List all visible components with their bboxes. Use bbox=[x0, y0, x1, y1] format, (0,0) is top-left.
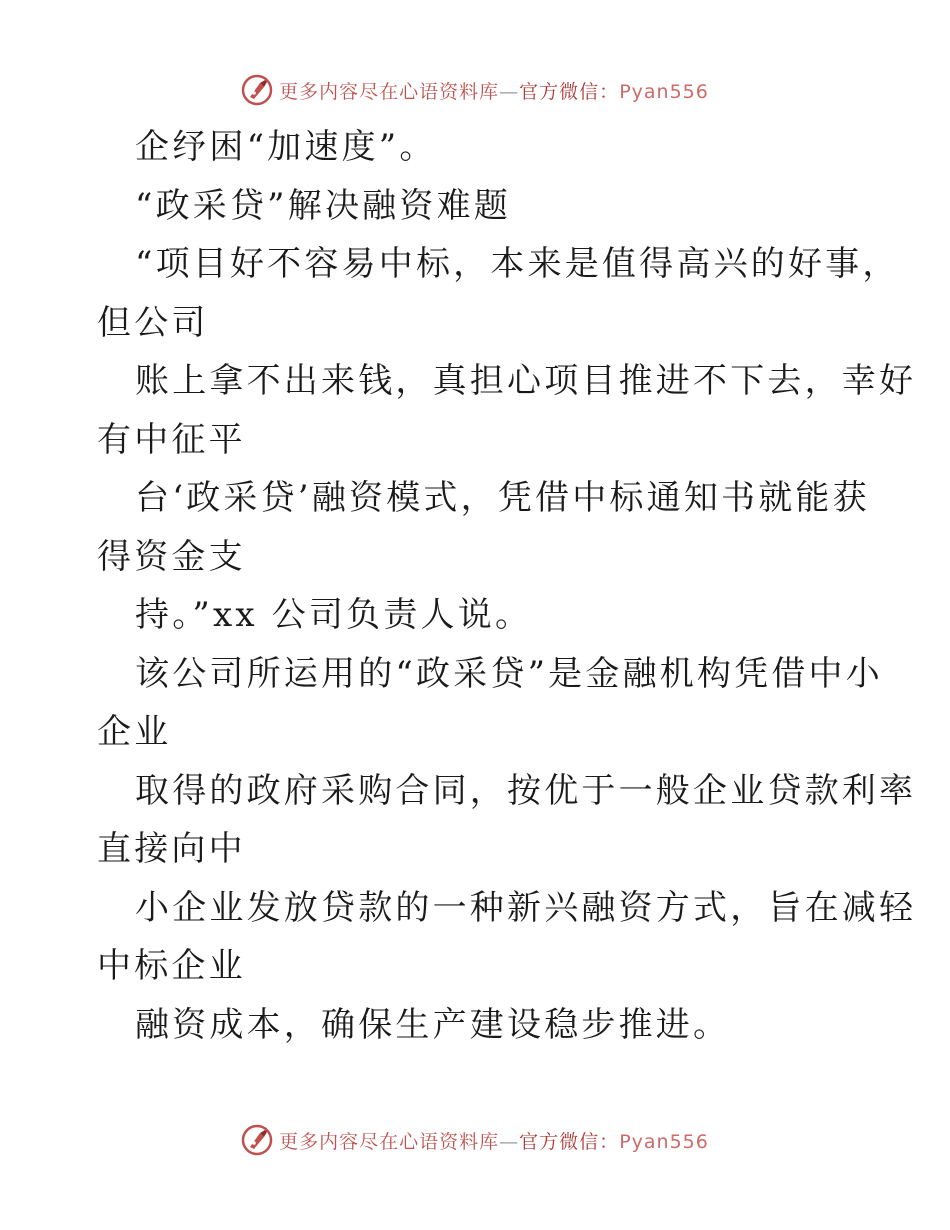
text-line: 台‘政采贷’融资模式，凭借中标通知书就能获 bbox=[135, 478, 870, 518]
brand-text: 更多内容尽在心语资料库 bbox=[279, 1130, 500, 1153]
text-line: 小企业发放贷款的一种新兴融资方式，旨在减轻 bbox=[135, 887, 917, 928]
text-line: 取得的政府采购合同，按优于一般企业贷款利率 bbox=[135, 770, 917, 811]
banner-text bbox=[279, 77, 709, 104]
header-banner bbox=[0, 70, 950, 110]
wechat-id: Pyan556 bbox=[619, 1130, 709, 1153]
text-line: 该公司所运用的“政采贷”是金融机构凭借中小 bbox=[135, 653, 883, 694]
official-label: 官方微信： bbox=[519, 80, 620, 103]
wechat-id: Pyan556 bbox=[619, 80, 709, 103]
official-label: 官方微信： bbox=[519, 1130, 620, 1153]
text-line: 企纾困“加速度”。 bbox=[135, 127, 437, 167]
document-body bbox=[97, 118, 917, 1054]
pen-nib-logo-icon bbox=[241, 1124, 273, 1156]
brand-text: 更多内容尽在心语资料库 bbox=[279, 80, 500, 103]
banner-text bbox=[279, 1127, 709, 1154]
text-line: 企业 bbox=[97, 712, 172, 752]
pen-nib-logo-icon bbox=[241, 74, 273, 106]
text-line: 账上拿不出来钱，真担心项目推进不下去，幸好 bbox=[135, 361, 917, 401]
text-line: 直接向中 bbox=[97, 829, 246, 869]
text-line: 有中征平 bbox=[97, 419, 246, 460]
text-line: “项目好不容易中标，本来是值得高兴的好事， bbox=[135, 244, 900, 284]
text-line: 融资成本，确保生产建设稳步推进。 bbox=[135, 1004, 731, 1045]
text-line: 但公司 bbox=[97, 302, 209, 343]
text-line: 持。”xx 公司负责人说。 bbox=[135, 595, 533, 635]
section-heading: “政采贷”解决融资难题 bbox=[135, 185, 511, 226]
banner-separator: — bbox=[499, 1130, 520, 1153]
text-line: 得资金支 bbox=[97, 536, 246, 577]
text-line: 中标企业 bbox=[97, 946, 246, 986]
banner-separator: — bbox=[499, 80, 520, 103]
footer-banner bbox=[0, 1120, 950, 1160]
